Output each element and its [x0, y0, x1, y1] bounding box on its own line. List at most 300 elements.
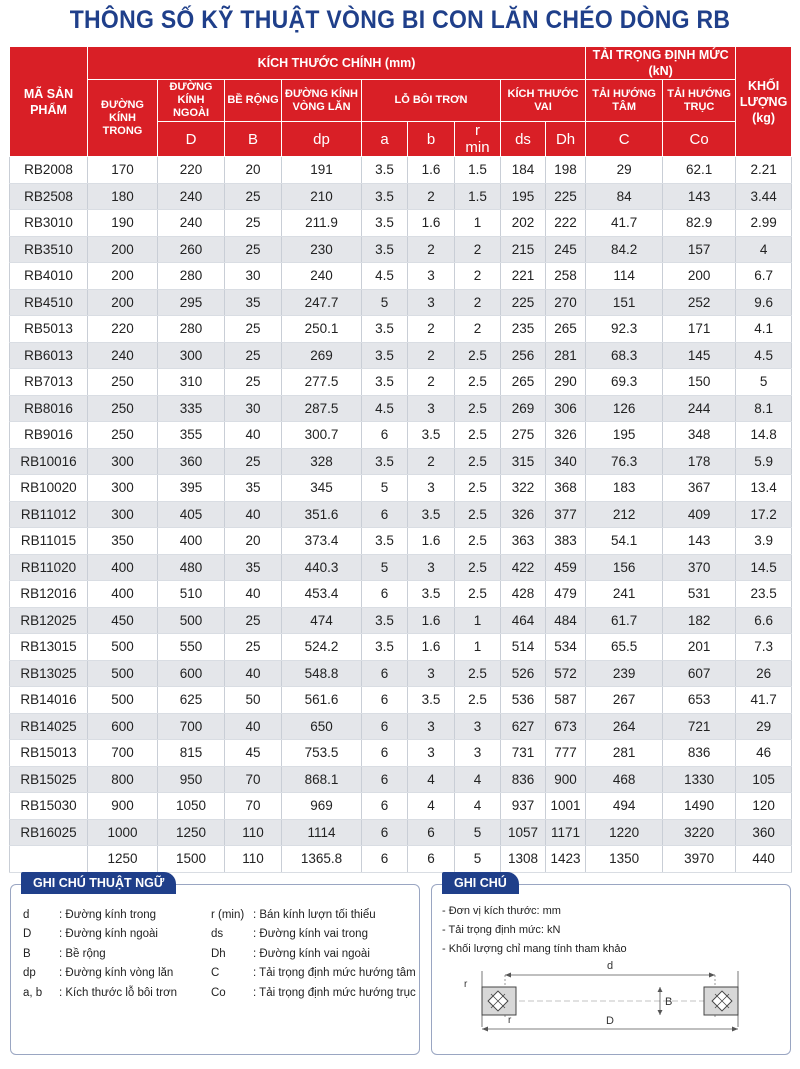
- cell-weight: 3.44: [736, 183, 792, 210]
- cell-roller-dia: 474: [282, 607, 362, 634]
- glossary-desc: : Tải trọng định mức hướng tâm: [253, 967, 416, 980]
- symbol-ds: ds: [501, 122, 546, 157]
- cell-weight: 4: [736, 236, 792, 263]
- cell-dh: 459: [546, 554, 586, 581]
- spec-table-body: [10, 157, 792, 873]
- cell-axial-load: 150: [663, 369, 736, 396]
- cell-roller-dia: 230: [282, 236, 362, 263]
- cell-lube-a: 6: [362, 687, 408, 714]
- cell-product-code: RB10020: [10, 475, 88, 502]
- cell-weight: 4.1: [736, 316, 792, 343]
- cell-dh: 479: [546, 581, 586, 608]
- cell-radial-load: 156: [586, 554, 663, 581]
- cell-radial-load: 239: [586, 660, 663, 687]
- cell-inner-dia: 700: [88, 740, 158, 767]
- glossary-desc: : Bề rộng: [59, 947, 106, 960]
- cell-dh: 368: [546, 475, 586, 502]
- cell-inner-dia: 300: [88, 448, 158, 475]
- header-rated-load: TẢI TRỌNG ĐỊNH MỨC (kN): [586, 47, 736, 80]
- arrow-head: [658, 1010, 663, 1015]
- table-row: [10, 660, 792, 687]
- cell-lube-b: 3.5: [408, 581, 455, 608]
- cell-axial-load: 836: [663, 740, 736, 767]
- arrow-head: [482, 1027, 488, 1032]
- cell-dh: 1001: [546, 793, 586, 820]
- cell-inner-dia: 200: [88, 289, 158, 316]
- cell-width: 40: [225, 422, 282, 449]
- cell-lube-b: 3: [408, 713, 455, 740]
- cell-lube-a: 6: [362, 819, 408, 846]
- cell-dh: 306: [546, 395, 586, 422]
- cell-roller-dia: 524.2: [282, 634, 362, 661]
- cell-weight: 120: [736, 793, 792, 820]
- cell-product-code: RB7013: [10, 369, 88, 396]
- cell-dh: 1423: [546, 846, 586, 873]
- cell-lube-b: 3: [408, 660, 455, 687]
- cell-lube-b: 2: [408, 316, 455, 343]
- cell-product-code: RB3010: [10, 210, 88, 237]
- cell-outer-dia: 500: [158, 607, 225, 634]
- cell-ds: 215: [501, 236, 546, 263]
- cell-axial-load: 143: [663, 183, 736, 210]
- cell-lube-a: 6: [362, 501, 408, 528]
- cell-lube-a: 3.5: [362, 342, 408, 369]
- cell-axial-load: 143: [663, 528, 736, 555]
- cell-product-code: RB15013: [10, 740, 88, 767]
- glossary-row: [23, 983, 416, 1003]
- symbol-a: a: [362, 122, 408, 157]
- header-inner-dia: ĐƯỜNG KÍNH TRONG: [88, 80, 158, 157]
- cell-ds: 269: [501, 395, 546, 422]
- cell-lube-b: 1.6: [408, 607, 455, 634]
- header-radial-load: TẢI HƯỚNG TÂM: [586, 80, 663, 122]
- cell-outer-dia: 260: [158, 236, 225, 263]
- cell-r-min: 2.5: [455, 369, 501, 396]
- cell-r-min: 2.5: [455, 342, 501, 369]
- cell-width: 45: [225, 740, 282, 767]
- cell-dh: 383: [546, 528, 586, 555]
- cell-product-code: [10, 846, 88, 873]
- glossary-row: [23, 944, 416, 964]
- table-row: [10, 634, 792, 661]
- cell-dh: 258: [546, 263, 586, 290]
- cell-outer-dia: 600: [158, 660, 225, 687]
- cell-width: 25: [225, 210, 282, 237]
- symbol-dp: dp: [282, 122, 362, 157]
- glossary-desc: : Đường kính trong: [59, 908, 157, 921]
- cell-radial-load: 183: [586, 475, 663, 502]
- cell-axial-load: 82.9: [663, 210, 736, 237]
- cell-ds: 322: [501, 475, 546, 502]
- cell-roller-dia: 240: [282, 263, 362, 290]
- cell-lube-a: 3.5: [362, 607, 408, 634]
- diagram-label-D: D: [606, 1015, 614, 1027]
- table-row: [10, 183, 792, 210]
- cell-dh: 484: [546, 607, 586, 634]
- cell-dh: 290: [546, 369, 586, 396]
- cell-radial-load: 84: [586, 183, 663, 210]
- cell-outer-dia: 335: [158, 395, 225, 422]
- header-outer-dia: ĐƯỜNG KÍNH NGOÀI: [158, 80, 225, 122]
- cell-roller-dia: 287.5: [282, 395, 362, 422]
- table-row: [10, 793, 792, 820]
- cell-lube-a: 6: [362, 581, 408, 608]
- cell-width: 35: [225, 554, 282, 581]
- cell-outer-dia: 310: [158, 369, 225, 396]
- cell-axial-load: 145: [663, 342, 736, 369]
- cell-lube-a: 6: [362, 660, 408, 687]
- cell-lube-a: 3.5: [362, 183, 408, 210]
- table-row: [10, 448, 792, 475]
- cell-product-code: RB15030: [10, 793, 88, 820]
- cell-weight: 8.1: [736, 395, 792, 422]
- header-lube-hole: LỖ BÔI TRƠN: [362, 80, 501, 122]
- cell-inner-dia: 400: [88, 581, 158, 608]
- cell-roller-dia: 868.1: [282, 766, 362, 793]
- cell-ds: 731: [501, 740, 546, 767]
- cell-outer-dia: 355: [158, 422, 225, 449]
- cell-product-code: RB2008: [10, 157, 88, 184]
- glossary-desc: : Tải trọng định mức hướng trục: [253, 986, 416, 999]
- table-row: [10, 475, 792, 502]
- cell-radial-load: 468: [586, 766, 663, 793]
- table-row: [10, 395, 792, 422]
- cell-lube-b: 2: [408, 236, 455, 263]
- cell-lube-a: 3.5: [362, 236, 408, 263]
- cell-lube-b: 1.6: [408, 634, 455, 661]
- arrow-head: [658, 987, 663, 992]
- cell-inner-dia: 250: [88, 422, 158, 449]
- cell-product-code: RB11012: [10, 501, 88, 528]
- cell-inner-dia: 170: [88, 157, 158, 184]
- cell-ds: 1057: [501, 819, 546, 846]
- cell-width: 25: [225, 634, 282, 661]
- cell-ds: 1308: [501, 846, 546, 873]
- cell-axial-load: 157: [663, 236, 736, 263]
- cell-lube-a: 3.5: [362, 316, 408, 343]
- cell-radial-load: 151: [586, 289, 663, 316]
- cell-lube-b: 1.6: [408, 157, 455, 184]
- glossary-row: [23, 964, 416, 984]
- cell-radial-load: 494: [586, 793, 663, 820]
- glossary-desc: : Kích thước lỗ bôi trơn: [59, 986, 178, 999]
- cell-r-min: 5: [455, 846, 501, 873]
- glossary-desc: : Đường kính vai ngoài: [253, 947, 370, 960]
- cell-dh: 377: [546, 501, 586, 528]
- cell-weight: 6.7: [736, 263, 792, 290]
- cell-axial-load: 252: [663, 289, 736, 316]
- table-row: [10, 263, 792, 290]
- cell-roller-dia: 969: [282, 793, 362, 820]
- cell-axial-load: 178: [663, 448, 736, 475]
- cell-axial-load: 182: [663, 607, 736, 634]
- cell-ds: 315: [501, 448, 546, 475]
- cell-weight: 105: [736, 766, 792, 793]
- cell-dh: 900: [546, 766, 586, 793]
- cell-radial-load: 65.5: [586, 634, 663, 661]
- cell-lube-b: 6: [408, 846, 455, 873]
- cell-lube-a: 4.5: [362, 395, 408, 422]
- glossary-title: GHI CHÚ THUẬT NGỮ: [21, 872, 176, 894]
- cell-inner-dia: 450: [88, 607, 158, 634]
- cell-inner-dia: 200: [88, 263, 158, 290]
- cell-ds: 422: [501, 554, 546, 581]
- cell-dh: 222: [546, 210, 586, 237]
- cell-outer-dia: 550: [158, 634, 225, 661]
- cell-roller-dia: 1365.8: [282, 846, 362, 873]
- cell-radial-load: 69.3: [586, 369, 663, 396]
- cell-radial-load: 76.3: [586, 448, 663, 475]
- cell-ds: 195: [501, 183, 546, 210]
- cell-ds: 275: [501, 422, 546, 449]
- cell-lube-b: 3: [408, 263, 455, 290]
- cell-ds: 536: [501, 687, 546, 714]
- cell-inner-dia: 200: [88, 236, 158, 263]
- cell-inner-dia: 900: [88, 793, 158, 820]
- cell-radial-load: 61.7: [586, 607, 663, 634]
- cell-dh: 534: [546, 634, 586, 661]
- cell-inner-dia: 220: [88, 316, 158, 343]
- cell-radial-load: 267: [586, 687, 663, 714]
- cell-weight: 13.4: [736, 475, 792, 502]
- cell-dh: 777: [546, 740, 586, 767]
- cell-outer-dia: 295: [158, 289, 225, 316]
- cell-product-code: RB13015: [10, 634, 88, 661]
- cell-outer-dia: 360: [158, 448, 225, 475]
- cell-roller-dia: 373.4: [282, 528, 362, 555]
- table-row: [10, 342, 792, 369]
- cell-inner-dia: 250: [88, 369, 158, 396]
- cell-width: 40: [225, 713, 282, 740]
- cell-product-code: RB8016: [10, 395, 88, 422]
- notes-box: [431, 876, 791, 1055]
- table-row: [10, 554, 792, 581]
- cell-radial-load: 68.3: [586, 342, 663, 369]
- cell-product-code: RB4010: [10, 263, 88, 290]
- page-title: THÔNG SỐ KỸ THUẬT VÒNG BI CON LĂN CHÉO DÒNG RB: [69, 6, 731, 34]
- cell-weight: 14.8: [736, 422, 792, 449]
- symbol-D: D: [158, 122, 225, 157]
- cell-dh: 225: [546, 183, 586, 210]
- cell-ds: 235: [501, 316, 546, 343]
- cell-roller-dia: 191: [282, 157, 362, 184]
- glossary-abbr: C: [211, 967, 220, 980]
- cell-outer-dia: 280: [158, 263, 225, 290]
- cell-r-min: 1: [455, 210, 501, 237]
- cell-outer-dia: 240: [158, 183, 225, 210]
- cell-ds: 202: [501, 210, 546, 237]
- cell-lube-a: 6: [362, 793, 408, 820]
- glossary-list: [23, 905, 416, 1003]
- cell-outer-dia: 240: [158, 210, 225, 237]
- cell-product-code: RB4510: [10, 289, 88, 316]
- cell-roller-dia: 277.5: [282, 369, 362, 396]
- note-item: - Tải trọng định mức: kN: [442, 924, 561, 936]
- diagram-label-r: r: [464, 979, 468, 990]
- cell-product-code: RB16025: [10, 819, 88, 846]
- cell-inner-dia: 400: [88, 554, 158, 581]
- arrow-head: [505, 973, 511, 978]
- cell-weight: 17.2: [736, 501, 792, 528]
- cell-lube-b: 3: [408, 554, 455, 581]
- cell-r-min: 2: [455, 263, 501, 290]
- cell-product-code: RB5013: [10, 316, 88, 343]
- cell-r-min: 5: [455, 819, 501, 846]
- cell-r-min: 1.5: [455, 183, 501, 210]
- cell-weight: 14.5: [736, 554, 792, 581]
- cell-lube-a: 3.5: [362, 369, 408, 396]
- glossary-desc: : Đường kính vai trong: [253, 928, 368, 941]
- cell-product-code: RB11020: [10, 554, 88, 581]
- cell-ds: 514: [501, 634, 546, 661]
- cell-axial-load: 653: [663, 687, 736, 714]
- glossary-desc: : Đường kính vòng lăn: [59, 967, 174, 980]
- cell-roller-dia: 250.1: [282, 316, 362, 343]
- cell-width: 110: [225, 846, 282, 873]
- cell-width: 25: [225, 448, 282, 475]
- cell-product-code: RB12025: [10, 607, 88, 634]
- cell-roller-dia: 247.7: [282, 289, 362, 316]
- cell-outer-dia: 1500: [158, 846, 225, 873]
- cell-inner-dia: 240: [88, 342, 158, 369]
- table-row: [10, 846, 792, 873]
- glossary-abbr: a, b: [23, 986, 43, 999]
- cell-weight: 7.3: [736, 634, 792, 661]
- cell-width: 30: [225, 263, 282, 290]
- cell-radial-load: 241: [586, 581, 663, 608]
- note-item: - Khối lượng chỉ mang tính tham khảo: [442, 943, 627, 955]
- cell-axial-load: 3970: [663, 846, 736, 873]
- cell-product-code: RB14025: [10, 713, 88, 740]
- table-row: [10, 210, 792, 237]
- cell-axial-load: 367: [663, 475, 736, 502]
- cell-roller-dia: 650: [282, 713, 362, 740]
- cell-radial-load: 195: [586, 422, 663, 449]
- cell-lube-b: 6: [408, 819, 455, 846]
- cell-inner-dia: 600: [88, 713, 158, 740]
- cell-radial-load: 41.7: [586, 210, 663, 237]
- cell-axial-load: 370: [663, 554, 736, 581]
- glossary-abbr: r (min): [211, 908, 245, 921]
- cell-weight: 360: [736, 819, 792, 846]
- cell-dh: 198: [546, 157, 586, 184]
- cell-r-min: 2: [455, 316, 501, 343]
- cell-weight: 3.9: [736, 528, 792, 555]
- glossary-box: [10, 876, 420, 1055]
- cell-ds: 256: [501, 342, 546, 369]
- cell-lube-b: 2: [408, 342, 455, 369]
- cell-outer-dia: 280: [158, 316, 225, 343]
- glossary-abbr: d: [23, 908, 30, 921]
- cell-ds: 225: [501, 289, 546, 316]
- symbol-b: b: [408, 122, 455, 157]
- cell-lube-a: 3.5: [362, 448, 408, 475]
- cell-radial-load: 126: [586, 395, 663, 422]
- glossary-abbr: Co: [211, 986, 226, 999]
- cell-outer-dia: 480: [158, 554, 225, 581]
- cell-width: 25: [225, 236, 282, 263]
- cell-ds: 526: [501, 660, 546, 687]
- cell-lube-a: 6: [362, 713, 408, 740]
- cell-axial-load: 607: [663, 660, 736, 687]
- cell-outer-dia: 400: [158, 528, 225, 555]
- cell-dh: 673: [546, 713, 586, 740]
- cell-roller-dia: 345: [282, 475, 362, 502]
- cell-axial-load: 3220: [663, 819, 736, 846]
- cell-dh: 326: [546, 422, 586, 449]
- cell-weight: 2.99: [736, 210, 792, 237]
- cell-product-code: RB2508: [10, 183, 88, 210]
- table-row: [10, 607, 792, 634]
- cell-width: 40: [225, 501, 282, 528]
- cell-r-min: 2.5: [455, 395, 501, 422]
- cell-weight: 26: [736, 660, 792, 687]
- table-row: [10, 713, 792, 740]
- cell-axial-load: 201: [663, 634, 736, 661]
- glossary-abbr: dp: [23, 967, 36, 980]
- cell-dh: 340: [546, 448, 586, 475]
- header-weight: KHỐI LƯỢNG (kg): [736, 47, 792, 157]
- table-row: [10, 289, 792, 316]
- cell-inner-dia: 800: [88, 766, 158, 793]
- table-row: [10, 819, 792, 846]
- cell-radial-load: 92.3: [586, 316, 663, 343]
- diagram-label-d: d: [606, 960, 614, 972]
- cell-r-min: 2: [455, 236, 501, 263]
- cell-outer-dia: 1050: [158, 793, 225, 820]
- table-row: [10, 687, 792, 714]
- cell-dh: 1171: [546, 819, 586, 846]
- cell-weight: 4.5: [736, 342, 792, 369]
- cell-r-min: 2.5: [455, 422, 501, 449]
- cell-ds: 363: [501, 528, 546, 555]
- cell-product-code: RB13025: [10, 660, 88, 687]
- cell-lube-a: 6: [362, 422, 408, 449]
- cell-lube-b: 4: [408, 793, 455, 820]
- cell-dh: 265: [546, 316, 586, 343]
- cell-roller-dia: 211.9: [282, 210, 362, 237]
- cell-inner-dia: 350: [88, 528, 158, 555]
- header-shoulder-dims: KÍCH THƯỚC VAI: [501, 80, 586, 122]
- cell-inner-dia: 300: [88, 501, 158, 528]
- cell-roller-dia: 453.4: [282, 581, 362, 608]
- table-row: [10, 316, 792, 343]
- cell-r-min: 4: [455, 766, 501, 793]
- glossary-abbr: B: [23, 947, 31, 960]
- cell-dh: 270: [546, 289, 586, 316]
- cell-ds: 265: [501, 369, 546, 396]
- cell-r-min: 2: [455, 289, 501, 316]
- cell-outer-dia: 220: [158, 157, 225, 184]
- cell-product-code: RB14016: [10, 687, 88, 714]
- cell-width: 25: [225, 607, 282, 634]
- cell-width: 30: [225, 395, 282, 422]
- cell-lube-b: 2: [408, 448, 455, 475]
- diagram-label-B: B: [665, 996, 673, 1008]
- cell-roller-dia: 440.3: [282, 554, 362, 581]
- cell-r-min: 2.5: [455, 475, 501, 502]
- cell-width: 25: [225, 316, 282, 343]
- cell-inner-dia: 180: [88, 183, 158, 210]
- cell-axial-load: 721: [663, 713, 736, 740]
- cell-ds: 221: [501, 263, 546, 290]
- cell-inner-dia: 500: [88, 634, 158, 661]
- symbol-B: B: [225, 122, 282, 157]
- cell-lube-a: 3.5: [362, 634, 408, 661]
- cell-width: 25: [225, 342, 282, 369]
- cell-axial-load: 244: [663, 395, 736, 422]
- cell-lube-a: 5: [362, 289, 408, 316]
